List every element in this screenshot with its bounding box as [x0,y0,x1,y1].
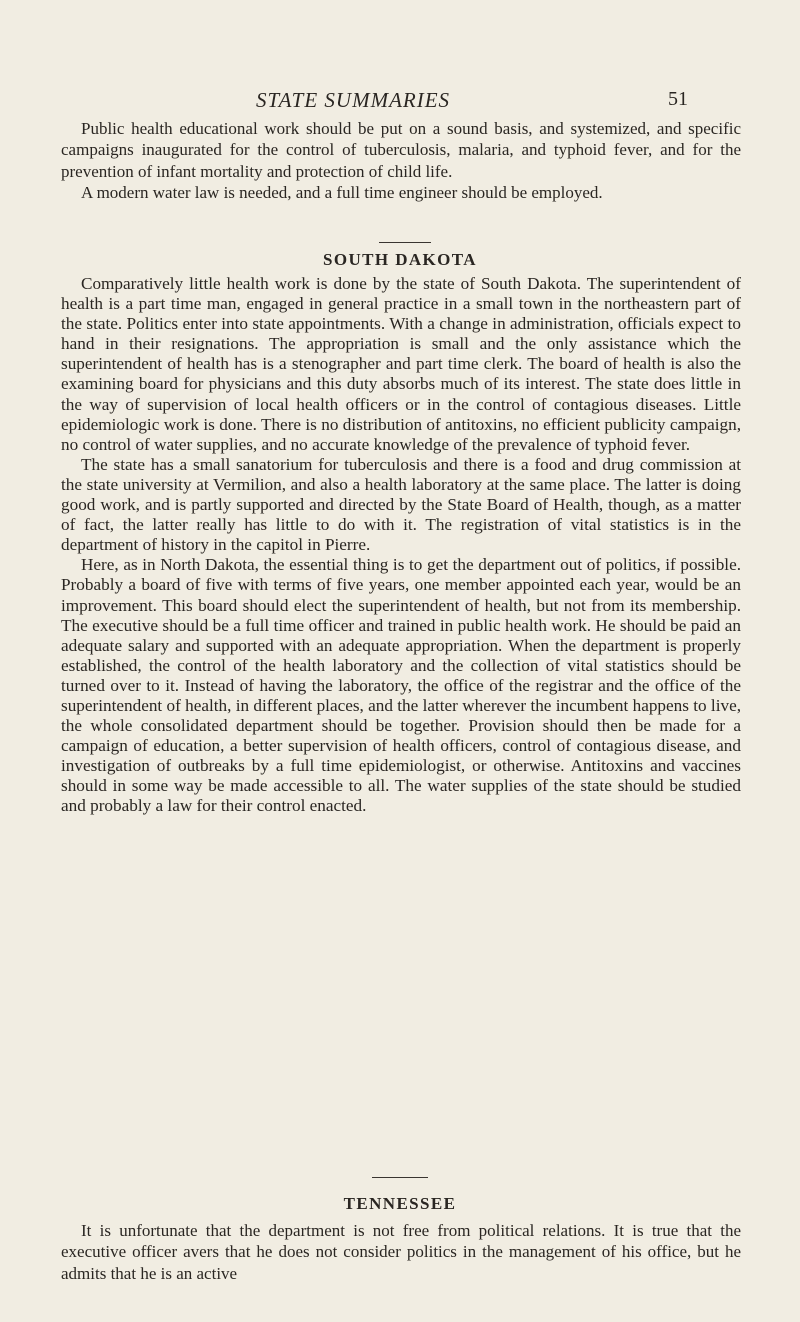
section-divider [379,242,431,243]
south-dakota-paragraph-overview: Comparatively little health work is done by the state of South Dakota. The superintendent of health is a part time man, engaged in general practice in a small town in the northeastern part of the state. Politics enter into state appointments. With a change in administration, officials expect to hand in their resignations. The appropriation is small and the only assistance which the superintendent of health has is a stenographer and part time clerk. The board of health is also the examining board for physicians and this duty absorbs much of its interest. The state does little in the way of supervision of local health officers or in the control of contagious diseases. Little epidemiologic work is done. There is no distribution of antitoxins, no efficient publicity campaign, no control of water supplies, and no accurate knowledge of the prevalence of typhoid fever. [61,274,741,454]
page-number: 51 [668,88,688,110]
south-dakota-section [61,274,741,817]
running-title: STATE SUMMARIES [256,88,451,112]
south-dakota-paragraph-institutions: The state has a small sanatorium for tuberculosis and there is a food and drug commission at the state university at Vermilion, and also a health laboratory at the same place. The latter is doing good work, and is partly supported and directed by the State Board of Health, though, as a matter of fact, the latter really has little to do with it. The registration of vital statistics is in the department of history in the capitol in Pierre. [61,454,741,555]
running-head [0,88,800,118]
south-dakota-paragraph-recommendations: Here, as in North Dakota, the essential thing is to get the department out of politics, if possible. Probably a board of five with terms of five years, one member appointed each year, would be an improvement. This board should elect the superintendent of health, but not from its membership. The executive should be a full time officer and trained in public health work. He should be paid an adequate salary and supported with an adequate appropriation. When the department is properly established, the control of the health laboratory and the collection of vital statistics should be turned over to it. Instead of having the laboratory, the office of the registrar and the office of the superintendent of health, in different places, and the latter wherever the incumbent happens to live, the whole consolidated department should be together. Provision should then be made for a campaign of education, a better supervision of health officers, control of contagious disease, and investigation of outbreaks by a full time epidemiologist, or otherwise. Antitoxins and vaccines should in some way be made accessible to all. The water supplies of the state should be studied and probably a law for their control enacted. [61,555,741,816]
tennessee-section [61,1220,741,1284]
intro-paragraph-water-law: A modern water law is needed, and a full time engineer should be employed. [81,182,603,202]
section-divider [372,1177,428,1178]
intro-section [61,118,741,203]
section-heading-south-dakota: SOUTH DAKOTA [323,250,477,269]
intro-paragraph-health-education: Public health educational work should be put on a sound basis, and systemized, and specific campaigns inaugurated for the control of tuberculosis, malaria, and typhoid fever, and for the prevention of infant mortality and protection of child life. [61,119,741,181]
tennessee-paragraph-politics: It is unfortunate that the department is not free from political relations. It is true that the executive officer avers that he does not consider politics in the management of his office, but he admits that he is an active [61,1221,741,1283]
section-heading-tennessee: TENNESSEE [343,1194,457,1213]
